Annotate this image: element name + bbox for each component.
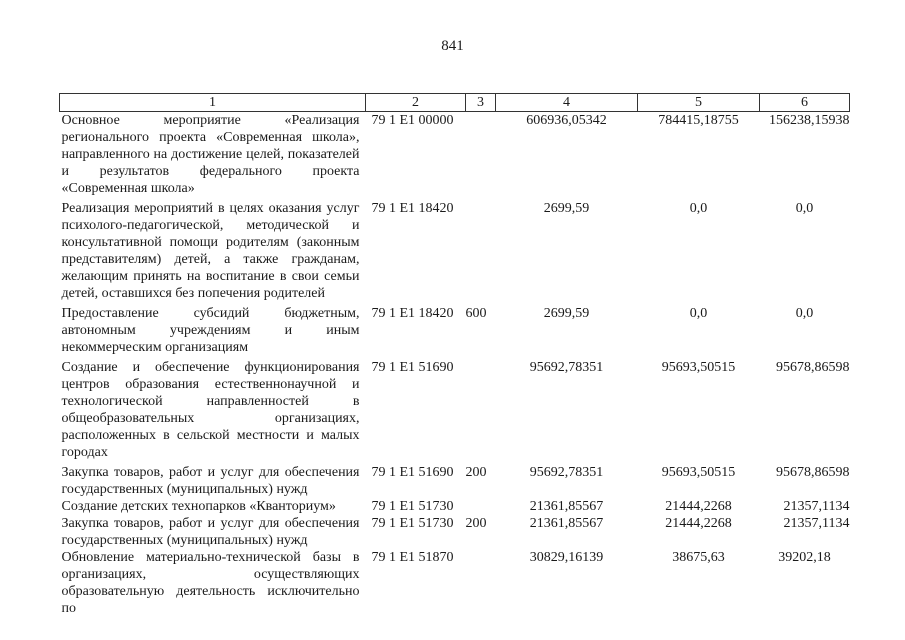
row-value-6: 156238,15938 bbox=[769, 113, 850, 128]
row-description: Обновление материально-технической базы в организациях, осуществляющих образовательную деятельность исключительно по bbox=[61, 550, 360, 616]
row-value-6: 21357,1134 bbox=[783, 516, 850, 531]
row-type bbox=[466, 359, 496, 464]
row-type: 200 bbox=[465, 465, 487, 480]
row-description: Реализация мероприятий в целях оказания услуг психолого-педагогической, методической и консультативной помощи родителям (законным представителям) детей, а также гражданам, желающим принять на воспитание в свои семьи детей, оставшихся без попечения родителей bbox=[61, 201, 360, 301]
row-value-4: 2699,59 bbox=[543, 306, 590, 321]
row-value-6: 95678,86598 bbox=[776, 360, 850, 375]
row-code: 79 1 E1 51690 bbox=[371, 465, 454, 480]
row-type bbox=[466, 112, 496, 201]
header-col-3: 3 bbox=[466, 94, 496, 112]
table-row bbox=[60, 498, 850, 515]
row-type: 600 bbox=[465, 306, 487, 321]
row-description: Закупка товаров, работ и услуг для обеспечения государственных (муниципальных) нужд bbox=[61, 516, 360, 548]
table-row bbox=[60, 464, 850, 498]
row-value-5: 0,0 bbox=[689, 201, 708, 216]
row-code: 79 1 E1 00000 bbox=[371, 113, 454, 128]
row-code: 79 1 E1 51730 bbox=[371, 499, 454, 514]
row-description: Основное мероприятие «Реализация регионального проекта «Современная школа», направленного на достижение целей, показателей и результатов федерального проекта «Современная школа» bbox=[61, 113, 360, 196]
page-number: 841 bbox=[441, 38, 464, 54]
header-col-2: 2 bbox=[366, 94, 466, 112]
row-value-6: 0,0 bbox=[795, 201, 814, 216]
row-code: 79 1 E1 18420 bbox=[371, 201, 454, 216]
row-value-5: 784415,18755 bbox=[658, 113, 739, 128]
row-description: Закупка товаров, работ и услуг для обеспечения государственных (муниципальных) нужд bbox=[61, 465, 360, 497]
row-value-5: 95693,50515 bbox=[661, 465, 736, 480]
row-value-4: 95692,78351 bbox=[529, 360, 604, 375]
row-description: Создание детских технопарков «Кванториум» bbox=[61, 499, 336, 514]
row-description: Создание и обеспечение функционирования центров образования естественнонаучной и технологической направленностей в общеобразовательных организациях, расположенных в сельской местности и малых городах bbox=[61, 360, 360, 460]
row-code: 79 1 E1 51730 bbox=[371, 516, 454, 531]
header-col-5: 5 bbox=[638, 94, 760, 112]
table-header-row bbox=[60, 94, 850, 112]
row-value-6: 95678,86598 bbox=[776, 465, 850, 480]
table-row bbox=[60, 305, 850, 359]
row-value-4: 21361,85567 bbox=[529, 516, 604, 531]
row-value-4: 95692,78351 bbox=[529, 465, 604, 480]
row-value-5: 38675,63 bbox=[672, 550, 725, 565]
table-row bbox=[60, 515, 850, 549]
row-value-5: 21444,2268 bbox=[665, 499, 732, 514]
row-value-6: 39202,18 bbox=[778, 550, 831, 565]
table-row bbox=[60, 359, 850, 464]
header-col-6: 6 bbox=[760, 94, 850, 112]
row-value-6: 21357,1134 bbox=[783, 499, 850, 514]
row-code: 79 1 E1 51870 bbox=[371, 550, 454, 565]
table-row bbox=[60, 200, 850, 305]
row-value-4: 30829,16139 bbox=[529, 550, 604, 565]
row-description: Предоставление субсидий бюджетным, автономным учреждениям и иным некоммерческим организациям bbox=[61, 306, 360, 355]
row-type bbox=[466, 498, 496, 515]
row-code: 79 1 E1 51690 bbox=[371, 360, 454, 375]
row-value-4: 21361,85567 bbox=[529, 499, 604, 514]
row-type bbox=[466, 200, 496, 305]
row-code: 79 1 E1 18420 bbox=[371, 306, 454, 321]
table-row bbox=[60, 112, 850, 201]
row-type: 200 bbox=[465, 516, 487, 531]
header-col-1: 1 bbox=[60, 94, 366, 112]
header-col-4: 4 bbox=[496, 94, 638, 112]
row-value-5: 0,0 bbox=[689, 306, 708, 321]
row-value-5: 21444,2268 bbox=[665, 516, 732, 531]
row-value-4: 2699,59 bbox=[543, 201, 590, 216]
table-row bbox=[60, 549, 850, 617]
budget-table bbox=[59, 93, 850, 617]
row-value-6: 0,0 bbox=[795, 306, 814, 321]
row-value-4: 606936,05342 bbox=[526, 113, 607, 128]
row-value-5: 95693,50515 bbox=[661, 360, 736, 375]
row-type bbox=[466, 549, 496, 617]
